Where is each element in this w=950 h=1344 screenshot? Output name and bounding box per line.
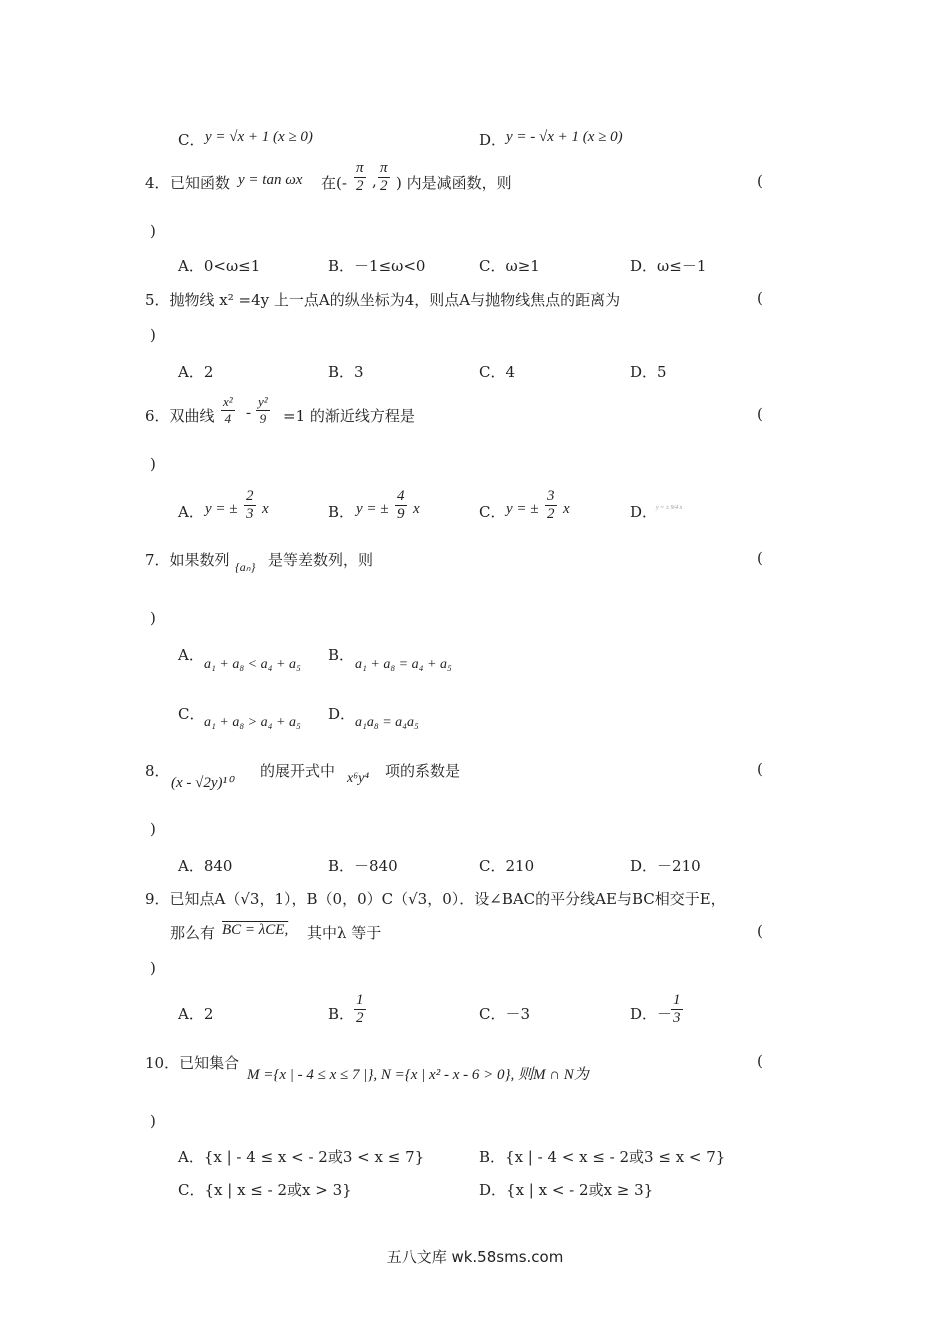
q4-stem-c: 在(- — [321, 174, 347, 192]
q3-option-c: y = √x + 1 (x ≥ 0) — [205, 129, 313, 145]
q6-option-d: y = ± 9/4 x — [656, 505, 683, 511]
q5-stem: 5．抛物线 x² =4y 上一点A的纵坐标为4，则点A与抛物线焦点的距离为 — [145, 291, 621, 309]
q6-option-c-label: C． — [479, 503, 506, 521]
q9-line-2c: 其中λ 等于 — [307, 924, 382, 942]
q8-paren-open: ( — [757, 760, 763, 778]
q5-paren-close: ) — [150, 326, 156, 344]
q8-expression: (x - √2y)¹⁰ — [171, 775, 234, 791]
q9-option-d-label: D．－ — [630, 1005, 673, 1023]
q6-fraction-x: $\frac{\text{x²}}{4}$ — [223, 394, 233, 426]
q3-option-c-label: C． — [178, 131, 205, 149]
q6-stem-a: 6．双曲线 — [145, 407, 215, 425]
q8-option-b: B．－840 — [328, 857, 398, 875]
q8-option-d: D．－210 — [630, 857, 701, 875]
q4-number: 4． — [145, 174, 170, 192]
q5-option-b: B．3 — [328, 363, 364, 381]
q9-option-b-fraction: $\frac{1}{2}$ — [356, 992, 364, 1026]
q6-paren-open: ( — [757, 405, 763, 423]
q4-stem-d: ) 内是减函数，则 — [396, 174, 512, 192]
q7-paren-close: ) — [150, 609, 156, 627]
q4-option-a: A．0<ω≤1 — [178, 257, 261, 275]
q8-option-a: A．840 — [178, 857, 233, 875]
q7-stem-a: 7．如果数列 — [145, 551, 230, 569]
q9-option-c: C．－3 — [479, 1005, 531, 1023]
q9-line-2a: 那么有 — [170, 924, 216, 942]
q5-option-a: A．2 — [178, 363, 214, 381]
q6-option-b-fraction: $\frac{4}{9}$ — [397, 488, 405, 522]
q8-option-c: C．210 — [479, 857, 535, 875]
q7-option-b-label: B． — [328, 646, 355, 664]
q6-option-d-label: D． — [630, 503, 658, 521]
q7-option-b: a₁ + a₈ = a₄ + a₅ — [355, 657, 452, 672]
q9-option-b-label: B． — [328, 1005, 355, 1023]
q6-option-a-label: A． — [178, 503, 204, 521]
q7-sequence: {aₙ} — [235, 560, 256, 574]
q8-term: x⁶y⁴ — [347, 771, 370, 786]
q7-stem-b: 是等差数列，则 — [268, 551, 374, 569]
q6-fraction-y: $\frac{\text{y²}}{9}$ — [258, 394, 268, 426]
q6-option-a-fraction: $\frac{2}{3}$ — [246, 488, 254, 522]
q10-paren-close: ) — [150, 1112, 156, 1130]
q10-stem-a: 10．已知集合 — [145, 1054, 240, 1072]
q9-option-a: A．2 — [178, 1005, 214, 1023]
q7-option-d-label: D． — [328, 705, 356, 723]
q10-option-b: B．{x | - 4 < x ≤ - 2或3 ≤ x < 7} — [479, 1148, 726, 1166]
q6-option-c-fraction: $\frac{3}{2}$ — [547, 488, 555, 522]
q5-paren-open: ( — [757, 289, 763, 307]
q9-option-d-fraction: $\frac{1}{3}$ — [673, 992, 681, 1026]
q3-option-d-label: D． — [479, 131, 507, 149]
q4-option-c: C．ω≥1 — [479, 257, 540, 275]
q10-stem-b: M ={x | - 4 ≤ x ≤ 7 |}, N ={x | x² - x - 6 > 0}, 则M ∩ N为 — [247, 1067, 589, 1083]
q10-option-d: D．{x | x < - 2或x ≥ 3} — [479, 1181, 654, 1199]
q6-stem-b: =1 的渐近线方程是 — [283, 407, 415, 425]
q7-option-d: a₁a₈ = a₄a₅ — [355, 715, 419, 730]
q3-option-d: y = - √x + 1 (x ≥ 0) — [506, 129, 623, 145]
q8-stem-a: 的展开式中 — [260, 762, 336, 780]
q8-stem-b: 项的系数是 — [385, 762, 461, 780]
q10-paren-open: ( — [757, 1052, 763, 1070]
q5-option-d: D．5 — [630, 363, 667, 381]
q7-paren-open: ( — [757, 549, 763, 567]
q4-option-b: B．－1≤ω<0 — [328, 257, 426, 275]
q10-option-a: A．{x | - 4 ≤ x < - 2或3 < x ≤ 7} — [178, 1148, 425, 1166]
q4-paren-open: ( — [757, 172, 763, 190]
q4-option-d: D．ω≤－1 — [630, 257, 707, 275]
q4-fraction-1: $\frac{\pi}{2}$ — [356, 160, 364, 194]
q4-fraction-2: $\frac{\pi}{2}$ — [380, 160, 388, 194]
q5-option-c: C．4 — [479, 363, 516, 381]
q7-option-a-label: A． — [178, 646, 204, 664]
footer-watermark: 五八文库 wk.58sms.com — [386, 1248, 564, 1266]
q7-option-a: a₁ + a₈ < a₄ + a₅ — [204, 657, 301, 672]
q6-paren-close: ) — [150, 455, 156, 473]
q9-line-1: 9．已知点A（√3，1），B（0，0）C（√3，0）．设∠BAC的平分线AE与BC相交于E， — [145, 890, 726, 908]
q7-option-c: a₁ + a₈ > a₄ + a₅ — [204, 715, 301, 730]
q8-paren-close: ) — [150, 820, 156, 838]
q4-stem-a: 已知函数 — [170, 174, 231, 192]
q4-paren-close: ) — [150, 222, 156, 240]
q8-number: 8． — [145, 762, 170, 780]
q4-function: y = tan ωx — [238, 172, 303, 188]
q7-option-c-label: C． — [178, 705, 205, 723]
q10-option-c: C．{x | x ≤ - 2或x > 3} — [178, 1181, 352, 1199]
q9-paren-close: ) — [150, 959, 156, 977]
q6-option-b-label: B． — [328, 503, 355, 521]
q9-paren-open: ( — [757, 922, 763, 940]
q9-vector-equation: BC = λCE, — [222, 922, 289, 938]
